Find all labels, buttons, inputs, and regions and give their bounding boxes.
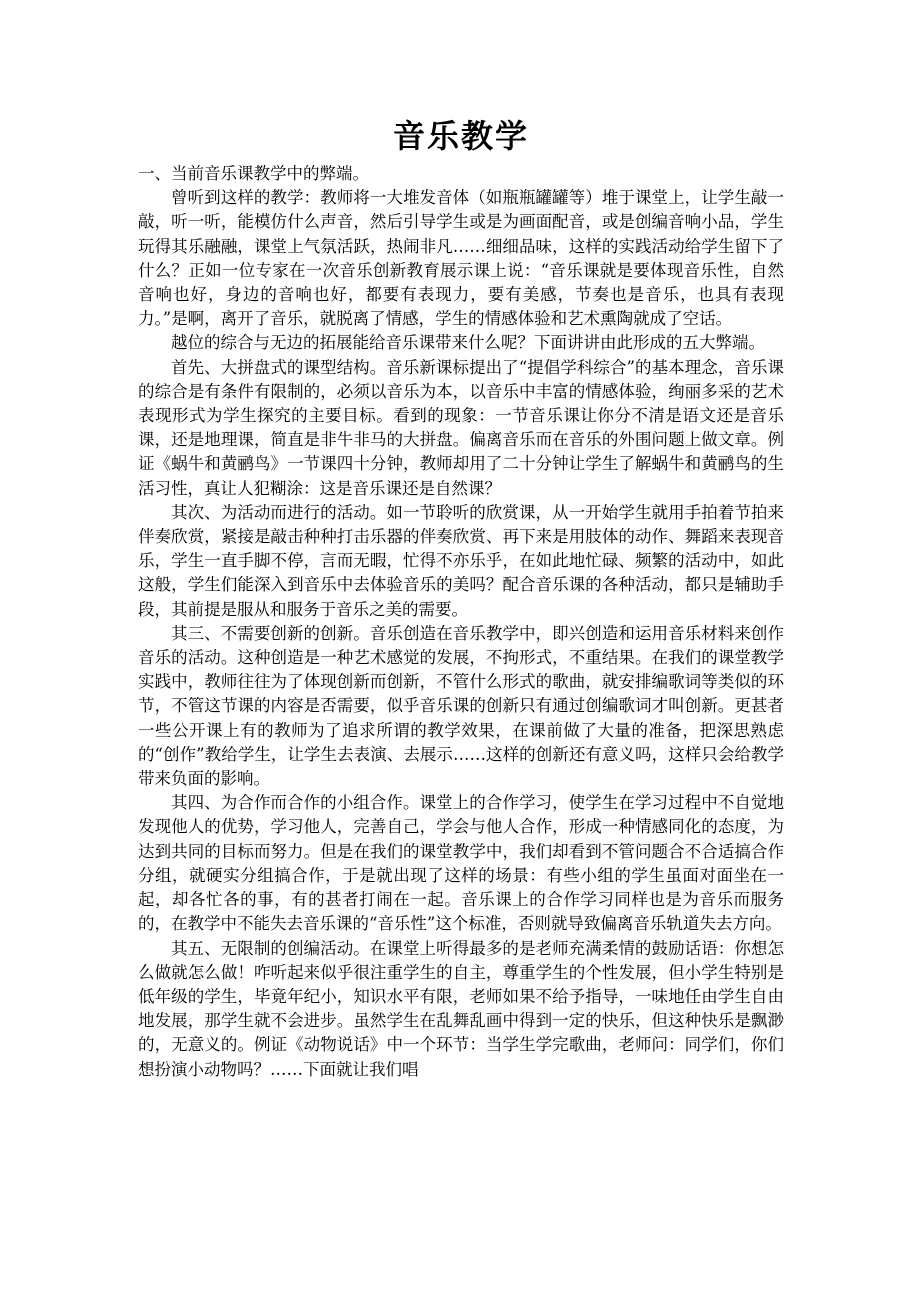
paragraph-3: 首先、大拼盘式的课型结构。音乐新课标提出了“提倡学科综合”的基本理念，音乐课的综合是有条件有限制的，必须以音乐为本，以音乐中丰富的情感体验，绚丽多采的艺术表现形式为学生探究的主要目标。看到的现象：一节音乐课让你分不清是语文还是音乐课，还是地理课，简直是非牛非马的大拼盘。偏离音乐而在音乐的外围问题上做文章。例证《蜗牛和黄鹂鸟》一节课四十分钟，教师却用了二十分钟让学生了解蜗牛和黄鹂鸟的生活习性，真让人犯糊涂：这是音乐课还是自然课？ bbox=[138, 357, 784, 498]
paragraph-6: 其四、为合作而合作的小组合作。课堂上的合作学习，使学生在学习过程中不自觉地发现他人的优势，学习他人，完善自己，学会与他人合作，形成一种情感同化的态度，为达到共同的目标而努力。但是在我们的课堂教学中，我们却看到不管问题合不合适搞合作分组，就硬实分组搞合作，于是就出现了这样的场景：有些小组的学生虽面对面坐在一起，却各忙各的事，有的甚者打闹在一起。音乐课上的合作学习同样也是为音乐而服务的，在教学中不能失去音乐课的“音乐性”这个标准，否则就导致偏离音乐轨道失去方向。 bbox=[138, 793, 784, 934]
document-title: 音乐教学 bbox=[392, 117, 529, 155]
paragraph-1: 曾听到这样的教学：教师将一大堆发音体（如瓶瓶罐罐等）堆于课堂上，让学生敲一敲，听一听，能模仿什么声音，然后引导学生或是为画面配音，或是创编音响小品，学生玩得其乐融融，课堂上气氛活跃，热闹非凡……细细品味，这样的实践活动给学生留下了什么？正如一位专家在一次音乐创新教育展示课上说：“音乐课就是要体现音乐性，自然音响也好，身边的音响也好，都要有表现力，要有美感，节奏也是音乐，也具有表现力。”是啊，离开了音乐，就脱离了情感，学生的情感体验和艺术熏陶就成了空话。 bbox=[138, 188, 784, 329]
paragraph-2: 越位的综合与无边的拓展能给音乐课带来什么呢？下面讲讲由此形成的五大弊端。 bbox=[171, 333, 765, 353]
document-page bbox=[138, 112, 784, 1082]
paragraph-4: 其次、为活动而进行的活动。如一节聆听的欣赏课，从一开始学生就用手拍着节拍来伴奏欣赏，紧接是敲击种种打击乐器的伴奏欣赏、再下来是用肢体的动作、舞蹈来表现音乐，学生一直手脚不停，言而无暇，忙得不亦乐乎，在如此地忙碌、频繁的活动中，如此这般，学生们能深入到音乐中去体验音乐的美吗？配合音乐课的各种活动，都只是辅助手段，其前提是服从和服务于音乐之美的需要。 bbox=[138, 502, 784, 619]
paragraph-7: 其五、无限制的创编活动。在课堂上听得最多的是老师充满柔情的鼓励话语：你想怎么做就怎么做！咋听起来似乎很注重学生的自主，尊重学生的个性发展，但小学生特别是低年级的学生，毕竟年纪小，知识水平有限，老师如果不给予指导，一味地任由学生自由地发展，那学生就不会进步。虽然学生在乱舞乱画中得到一定的快乐，但这种快乐是飘渺的，无意义的。例证《动物说话》中一个环节：当学生学完歌曲，老师问：同学们，你们想扮演小动物吗？……下面就让我们唱 bbox=[138, 938, 784, 1079]
section-heading: 一、当前音乐课教学中的弊端。 bbox=[138, 164, 369, 183]
paragraph-5: 其三、不需要创新的创新。音乐创造在音乐教学中，即兴创造和运用音乐材料来创作音乐的活动。这种创造是一种艺术感觉的发展，不拘形式，不重结果。在我们的课堂教学实践中，教师往往为了体现创新而创新，不管什么形式的歌曲，就安排编歌词等类似的环节，不管这节课的内容是否需要，似乎音乐课的创新只有通过创编歌词才叫创新。更甚者一些公开课上有的教师为了追求所谓的教学效果，在课前做了大量的准备，把深思熟虑的“创作”教给学生，让学生去表演、去展示……这样的创新还有意义吗，这样只会给教学带来负面的影响。 bbox=[138, 623, 784, 789]
